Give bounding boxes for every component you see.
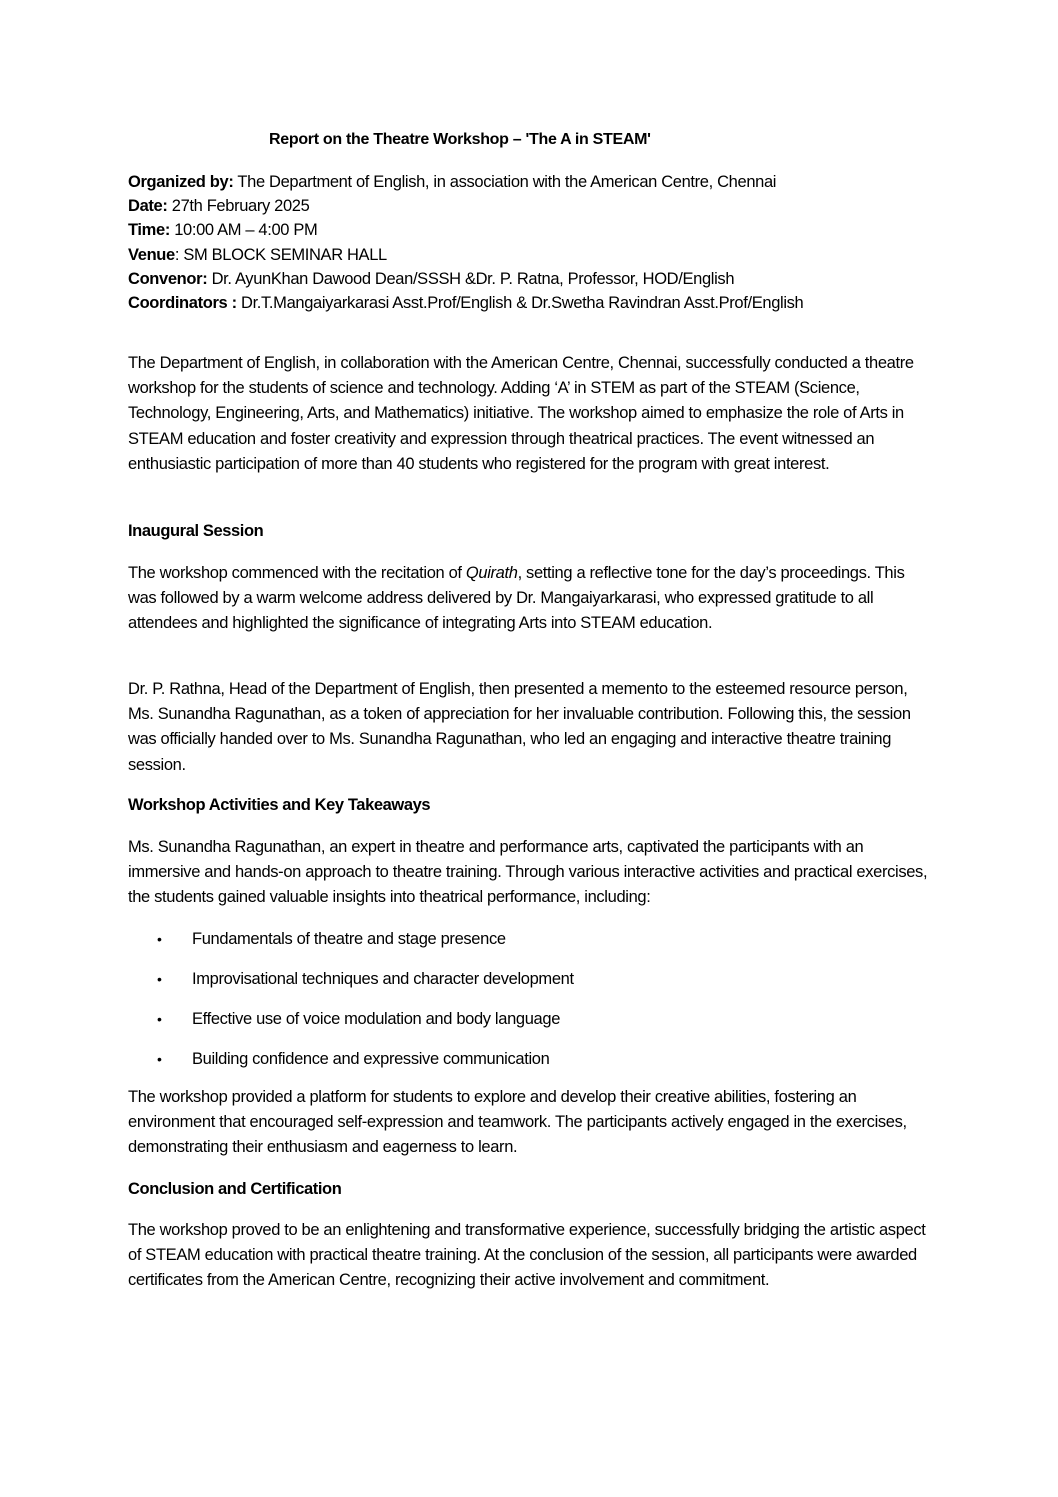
bullet-icon: • [157,1011,162,1027]
report-title: Report on the Theatre Workshop – 'The A in STEAM' [269,131,651,148]
inaugural-session-heading: Inaugural Session [128,522,264,540]
organized-by-value: The Department of English, in association with the American Centre, Chennai [233,173,777,191]
date-value: 27th February 2025 [167,197,310,216]
coordinators-label: Coordinators : [128,294,237,313]
coordinators-value: Dr.T.Mangaiyarkarasi Asst.Prof/English & Dr.Swetha Ravindran Asst.Prof/English [236,294,804,313]
conclusion-paragraph: The workshop proved to be an enlightening and transformative experience, successfully bridging the artistic aspect of STEAM education with practical theatre training. At the conclusion of the session, all participants were awarded certificates from the American Centre, recognizing their active involvement and commitment. [128,1221,926,1290]
inaugural-p1-before: The workshop commenced with the recitation of [128,564,466,582]
date-label: Date: [128,197,168,216]
list-item-text: Fundamentals of theatre and stage presence [192,930,506,948]
organized-by-label: Organized by: [128,173,234,191]
intro-paragraph: The Department of English, in collaboration with the American Centre, Chennai, successfully conducted a theatre workshop for the students of science and technology. Adding ‘A’ in STEM as part of the STEAM (Science, Technology, Engineering, Arts, and Mathematics) initiative. The workshop aimed to emphasize the role of Arts in STEAM education and foster creativity and expression through theatrical practices. The event witnessed an enthusiastic participation of more than 40 students who registered for the program with great interest. [128,354,914,473]
date-line [128,194,803,218]
venue-line [128,243,803,267]
inaugural-paragraph-1 [128,561,933,637]
activities-paragraph-1: Ms. Sunandha Ragunathan, an expert in theatre and performance arts, captivated the participants with an immersive and hands-on approach to theatre training. Through various interactive activities and practical exercises, the students gained valuable insights into theatrical performance, including: [128,838,928,907]
time-value: 10:00 AM – 4:00 PM [169,221,318,240]
convenor-label: Convenor: [128,269,208,288]
bullet-icon: • [157,931,162,947]
time-label: Time: [128,221,170,240]
list-item-text: Improvisational techniques and character development [192,970,574,988]
convenor-line [128,267,803,291]
list-item-text: Effective use of voice modulation and body language [192,1010,561,1028]
inaugural-p1-after: , setting a reflective tone for the day’s proceedings. This was followed by a warm welcome address delivered by Dr. Mangaiyarkarasi, who expressed gratitude to all attendees and highlighted the significance of integrating Arts into STEAM education. [128,564,905,633]
convenor-value: Dr. AyunKhan Dawood Dean/SSSH &Dr. P. Ratna, Professor, HOD/English [207,269,735,288]
list-item-text: Building confidence and expressive communication [192,1050,550,1068]
venue-label: Venue [128,245,175,264]
bullet-icon: • [157,1051,162,1067]
inaugural-paragraph-2: Dr. P. Rathna, Head of the Department of English, then presented a memento to the esteemed resource person, Ms. Sunandha Ragunathan, as a token of appreciation for her invaluable contribution. Following this, the session was officially handed over to Ms. Sunandha Ragunathan, who led an engaging and interactive theatre training session. [128,680,911,774]
conclusion-heading: Conclusion and Certification [128,1180,342,1198]
coordinators-line [128,291,803,315]
activities-paragraph-2: The workshop provided a platform for students to explore and develop their creative abilities, fostering an environment that encouraged self-expression and teamwork. The participants actively engaged in the exercises, demonstrating their enthusiasm and eagerness to learn. [128,1088,907,1157]
venue-value: : SM BLOCK SEMINAR HALL [174,245,387,264]
event-details [128,170,803,315]
bullet-icon: • [157,971,162,987]
quirath-term: Quirath [465,564,518,582]
time-line [128,218,803,242]
organized-by-line [128,170,803,194]
workshop-activities-heading: Workshop Activities and Key Takeaways [128,796,431,814]
